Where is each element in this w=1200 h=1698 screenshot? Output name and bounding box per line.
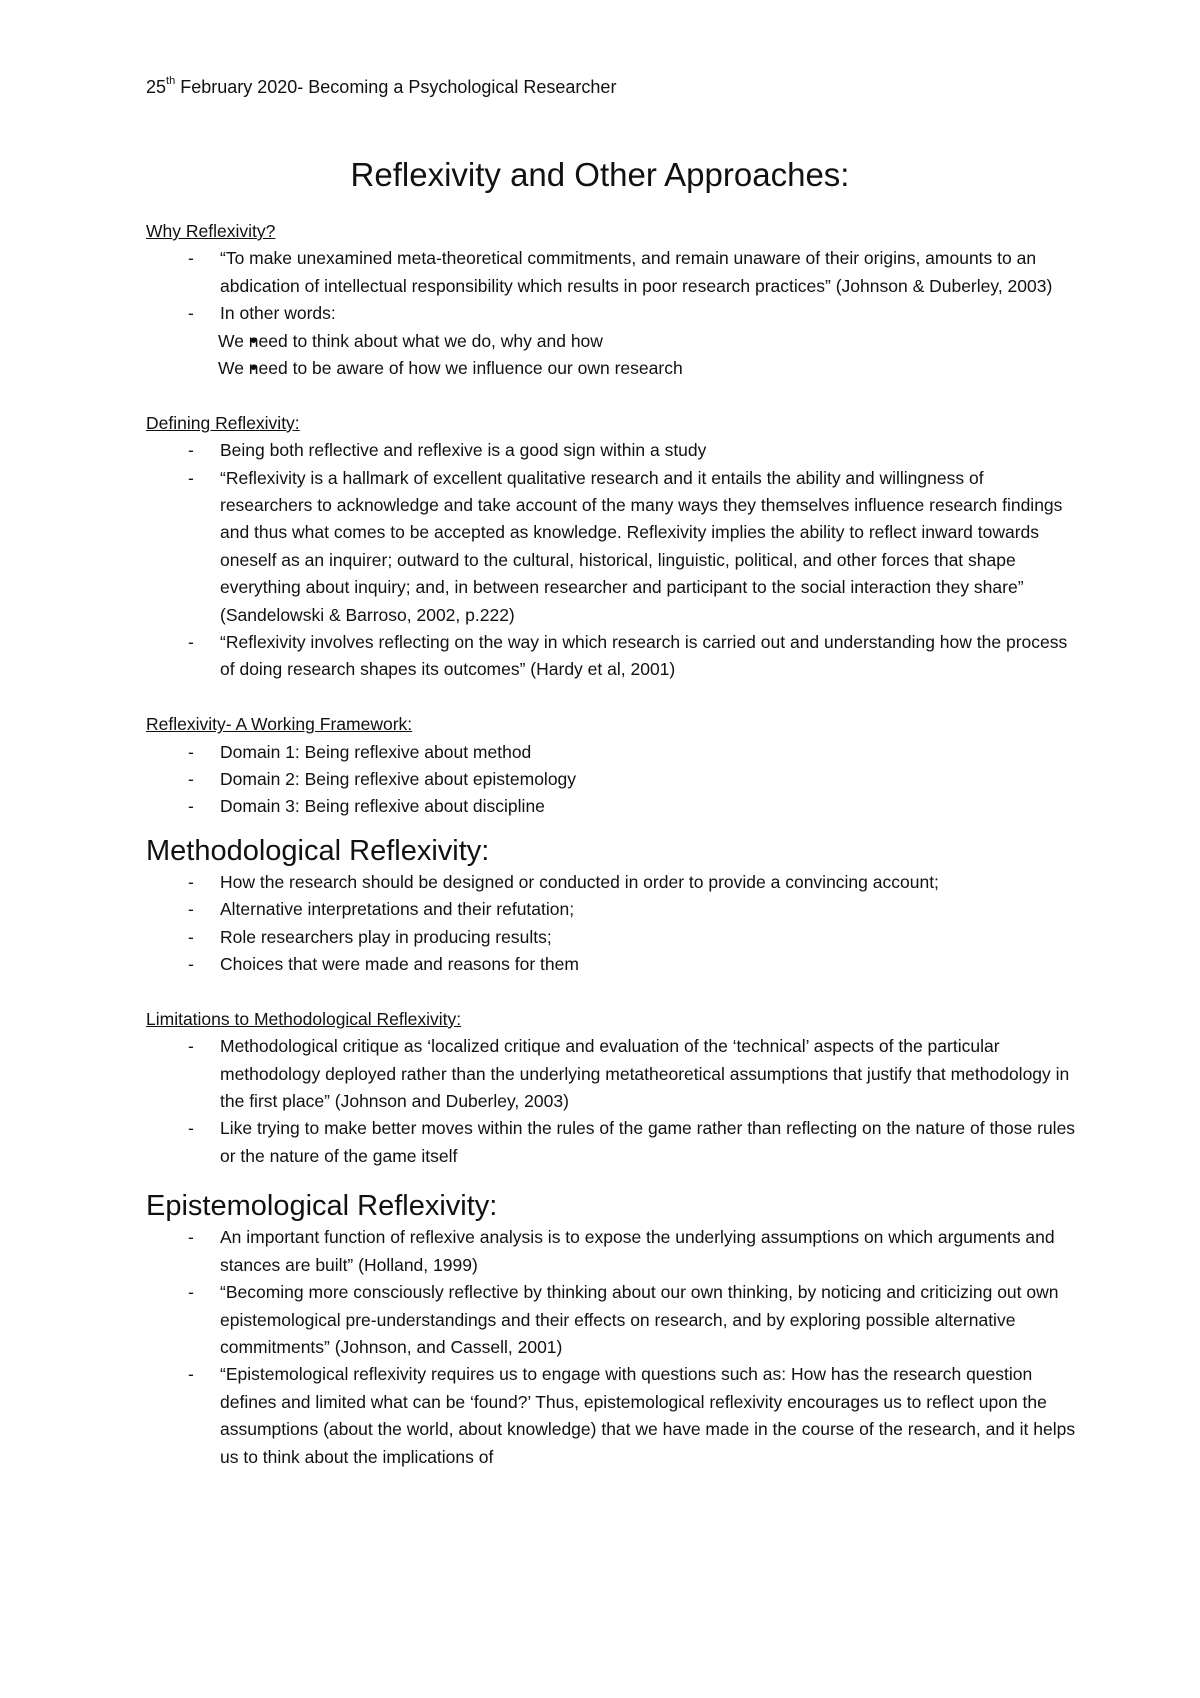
limitations-heading: Limitations to Methodological Reflexivity: [146, 1008, 462, 1029]
header-day-suffix: th [166, 75, 176, 87]
list-item: - “To make unexamined meta-theoretical commitments, and remain unaware of their origins, amounts to an abdication of intellectual responsibility which results in poor research practices” (Johnson & Duberley, 2003) [146, 245, 1076, 300]
list-item: - Domain 1: Being reflexive about method [146, 739, 1076, 766]
why-reflexivity-list [146, 245, 1076, 382]
header-text: February 2020- Becoming a Psychological Researcher [175, 77, 617, 97]
list-item: - An important function of reflexive analysis is to expose the underlying assumptions on which arguments and stances are built” (Holland, 1999) [146, 1224, 1076, 1279]
header-day: 25 [146, 77, 167, 97]
why-bullets [220, 328, 1076, 383]
list-item: - “Reflexivity is a hallmark of excellent qualitative research and it entails the ability and willingness of researchers to acknowledge and take account of the many ways they themselves influence research findings and thus what comes to be accepted as knowledge. Reflexivity implies the ability to reflect inward towards oneself as an inquirer; outward to the cultural, historical, linguistic, political, and other forces that shape everything about inquiry; and, in between researcher and participant to the social interaction they share” (Sandelowski & Barroso, 2002, p.222) [146, 465, 1076, 629]
list-item: - “Epistemological reflexivity requires us to engage with questions such as: How has the research question defines and limited what can be ‘found?’ Thus, epistemological reflexivity encourages us to reflect upon the assumptions (about the world, about knowledge) that we have made in the course of the research, and it helps us to think about the implications of [146, 1361, 1076, 1471]
list-item: - How the research should be designed or conducted in order to provide a convincing account; [146, 869, 1076, 896]
why-reflexivity-heading: Why Reflexivity? [146, 221, 276, 241]
page-title: Reflexivity and Other Approaches: [350, 156, 850, 193]
bullet-item: • We need to be aware of how we influence our own research [146, 355, 1076, 382]
bullet-item: • We need to think about what we do, why and how [146, 328, 1076, 355]
working-framework-list [146, 739, 1076, 821]
limitations-list [146, 1033, 1076, 1170]
document-body [146, 218, 1076, 1471]
list-item: - “Reflexivity involves reflecting on the way in which research is carried out and understanding how the process of doing research shapes its outcomes” (Hardy et al, 2001) [146, 629, 1076, 684]
list-item: - “Becoming more consciously reflective by thinking about our own thinking, by noticing and criticizing out own epistemological pre-understandings and their effects on research, and by exploring possible alternative commitments” (Johnson, and Cassell, 2001) [146, 1279, 1076, 1361]
methodological-reflexivity-heading: Methodological Reflexivity: [146, 834, 490, 867]
list-item: - Like trying to make better moves within the rules of the game rather than reflecting on the nature of those rules or the nature of the game itself [146, 1115, 1076, 1170]
list-item: - Role researchers play in producing results; [146, 924, 1076, 951]
list-item: - Choices that were made and reasons for them [146, 951, 1076, 978]
list-item [146, 300, 1076, 382]
list-item: - Methodological critique as ‘localized critique and evaluation of the ‘technical’ aspects of the particular methodology deployed rather than the underlying metatheoretical assumptions that justify that methodology in the first place” (Johnson and Duberley, 2003) [146, 1033, 1076, 1115]
defining-reflexivity-heading: Defining Reflexivity: [146, 412, 300, 433]
other-words-label: In other words: [220, 303, 336, 324]
list-item: - Being both reflective and reflexive is a good sign within a study [146, 437, 1076, 464]
epistemological-reflexivity-list [146, 1224, 1076, 1471]
list-item: - Domain 3: Being reflexive about discipline [146, 793, 1076, 820]
defining-reflexivity-list [146, 437, 1076, 684]
working-framework-heading: Reflexivity- A Working Framework: [146, 714, 413, 735]
list-item: - Domain 2: Being reflexive about epistemology [146, 766, 1076, 793]
list-item: - Alternative interpretations and their refutation; [146, 896, 1076, 923]
epistemological-reflexivity-heading: Epistemological Reflexivity: [146, 1190, 498, 1223]
methodological-reflexivity-list [146, 869, 1076, 979]
page-header [146, 74, 616, 100]
